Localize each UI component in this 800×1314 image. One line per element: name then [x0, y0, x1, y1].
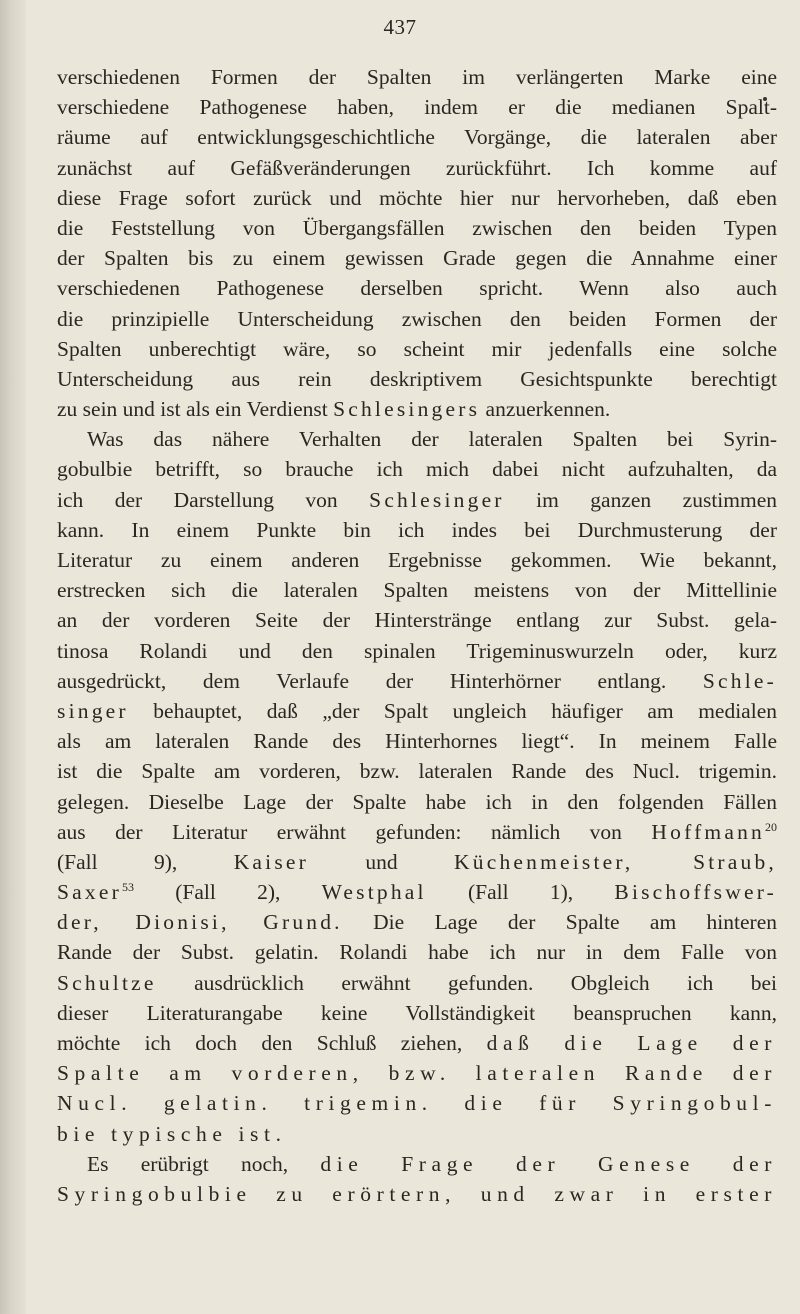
- text-line: [57, 213, 777, 243]
- text-run: aus der Literatur erwähnt gefunden: nämlich von: [57, 819, 652, 844]
- text-run: gobulbie betrifft, so brauche ich mich dabei nicht aufzuhalten, da: [57, 457, 777, 482]
- spaced-text: Schlesinger: [369, 487, 505, 512]
- text-run: ist die Spalte am vorderen, bzw. lateralen Rande des Nucl. trigemin.: [57, 759, 777, 784]
- text-line: [57, 364, 777, 394]
- text-run: zunächst auf Gefäßveränderungen zurückführt. Ich komme auf: [57, 155, 777, 180]
- text-line: [57, 122, 777, 152]
- spaced-text: Nucl. gelatin. trigemin. die für Syringobul-: [57, 1091, 777, 1116]
- text-run: diese Frage sofort zurück und möchte hier nur hervorheben, daß eben: [57, 185, 777, 210]
- text-line: [57, 515, 777, 545]
- spaced-text: Schultze: [57, 970, 157, 995]
- page-number: 437: [383, 15, 417, 39]
- text-run: erstrecken sich die lateralen Spalten meistens von der Mittellinie: [57, 578, 777, 603]
- text-run: als am lateralen Rande des Hinterhornes liegt“. In meinem Falle: [57, 729, 777, 754]
- page-gutter-shadow: [0, 0, 26, 1314]
- text-line: [57, 394, 777, 424]
- text-line: [57, 575, 777, 605]
- text-line: [57, 153, 777, 183]
- spaced-text: Westphal: [321, 880, 427, 905]
- text-line: [57, 243, 777, 273]
- text-line: [57, 485, 777, 515]
- text-run: Literatur zu einem anderen Ergebnisse gekommen. Wie bekannt,: [57, 548, 777, 572]
- text-run: möchte ich doch den Schluß ziehen,: [57, 1031, 487, 1055]
- body-text: [57, 62, 777, 1209]
- spaced-text: die Frage der Genese der: [320, 1151, 777, 1176]
- text-line: [57, 1179, 777, 1209]
- footnote-ref: 53: [121, 880, 134, 895]
- text-line: [57, 1149, 777, 1179]
- text-line: [57, 907, 777, 937]
- text-line: [57, 304, 777, 334]
- text-run: kann. In einem Punkte bin ich indes bei Durchmusterung der: [57, 517, 777, 542]
- text-run: dieser Literaturangabe keine Vollständigkeit beanspruchen kann,: [57, 1000, 777, 1025]
- text-run: und: [309, 849, 455, 874]
- text-line: [57, 696, 777, 726]
- text-run: verschiedene Pathogenese haben, indem er die medianen Spalt-: [57, 95, 777, 120]
- spaced-text: singer: [57, 698, 129, 723]
- text-line: [57, 273, 777, 303]
- spaced-text: Spalte am vorderen, bzw. lateralen Rande der: [57, 1061, 777, 1086]
- text-run: verschiedenen Pathogenese derselben spricht. Wenn also auch: [57, 276, 777, 301]
- text-run: an der vorderen Seite der Hinterstränge entlang zur Subst. gela-: [57, 608, 777, 633]
- spaced-text: daß die Lage der: [486, 1031, 777, 1055]
- text-line: [57, 92, 777, 122]
- text-line: [57, 545, 777, 575]
- text-line: [57, 1088, 777, 1118]
- text-line: [57, 62, 777, 92]
- text-line: [57, 847, 777, 877]
- spaced-text: Kaiser: [233, 849, 309, 874]
- text-run: Es erübrigt noch,: [87, 1151, 321, 1176]
- text-run: behauptet, daß „der Spalt ungleich häufiger am medialen: [128, 698, 777, 723]
- spaced-text: Hoffmann: [651, 819, 765, 844]
- text-line: [57, 666, 777, 696]
- text-run: Die Lage der Spalte am hinteren: [342, 910, 777, 935]
- text-line: [57, 817, 777, 847]
- text-run: ausgedrückt, dem Verlaufe der Hinterhörner entlang.: [57, 668, 703, 693]
- text-line: [57, 636, 777, 666]
- text-line: [57, 454, 777, 484]
- text-line: [57, 787, 777, 817]
- spaced-text: Saxer: [57, 880, 122, 905]
- text-run: verschiedenen Formen der Spalten im verlängerten Marke eine: [57, 65, 777, 89]
- footnote-ref: 20: [765, 819, 777, 834]
- text-run: (Fall 9),: [57, 849, 234, 874]
- text-run: Rande der Subst. gelatin. Rolandi habe ich nur in dem Falle von: [57, 940, 777, 965]
- text-run: räume auf entwicklungsgeschichtliche Vorgänge, die lateralen aber: [57, 125, 777, 150]
- spaced-text: Schle-: [702, 668, 777, 693]
- spaced-text: Schlesingers: [333, 397, 481, 422]
- text-line: [57, 998, 777, 1028]
- text-line: [57, 183, 777, 213]
- text-run: ausdrücklich erwähnt gefunden. Obgleich ich bei: [156, 970, 777, 995]
- spaced-text: Syringobulbie zu erörtern, und zwar in erster: [57, 1181, 777, 1206]
- text-line: [57, 334, 777, 364]
- text-line: [57, 756, 777, 786]
- text-run: Was das nähere Verhalten der lateralen Spalten bei Syrin-: [87, 427, 777, 452]
- text-line: [57, 424, 777, 454]
- text-line: [57, 605, 777, 635]
- text-line: [57, 968, 777, 998]
- text-line: [57, 1058, 777, 1088]
- spaced-text: Bischoffswer-: [614, 880, 777, 905]
- text-run: anzuerkennen.: [480, 397, 611, 422]
- text-run: im ganzen zustimmen: [504, 487, 777, 512]
- text-run: tinosa Rolandi und den spinalen Trigeminuswurzeln oder, kurz: [57, 638, 777, 663]
- text-run: der Spalten bis zu einem gewissen Grade gegen die Annahme einer: [57, 246, 777, 271]
- text-run: (Fall 2),: [133, 880, 322, 905]
- spaced-text: Küchenmeister, Straub,: [454, 849, 777, 874]
- text-line: [57, 877, 777, 907]
- text-line: [57, 726, 777, 756]
- text-run: die prinzipielle Unterscheidung zwischen den beiden Formen der: [57, 306, 777, 331]
- text-line: [57, 1119, 777, 1149]
- text-run: (Fall 1),: [426, 880, 615, 905]
- text-run: ich der Darstellung von: [57, 487, 370, 512]
- text-run: die Feststellung von Übergangsfällen zwischen den beiden Typen: [57, 215, 777, 240]
- spaced-text: der, Dionisi, Grund.: [57, 910, 343, 935]
- text-run: gelegen. Dieselbe Lage der Spalte habe ich in den folgenden Fällen: [57, 789, 777, 814]
- text-run: zu sein und ist als ein Verdienst: [57, 397, 334, 422]
- text-line: [57, 937, 777, 967]
- text-line: [57, 1028, 777, 1058]
- spaced-text: bie typische ist.: [57, 1121, 287, 1146]
- text-run: Unterscheidung aus rein deskriptivem Gesichtspunkte berechtigt: [57, 366, 777, 391]
- text-run: Spalten unberechtigt wäre, so scheint mir jedenfalls eine solche: [57, 336, 777, 361]
